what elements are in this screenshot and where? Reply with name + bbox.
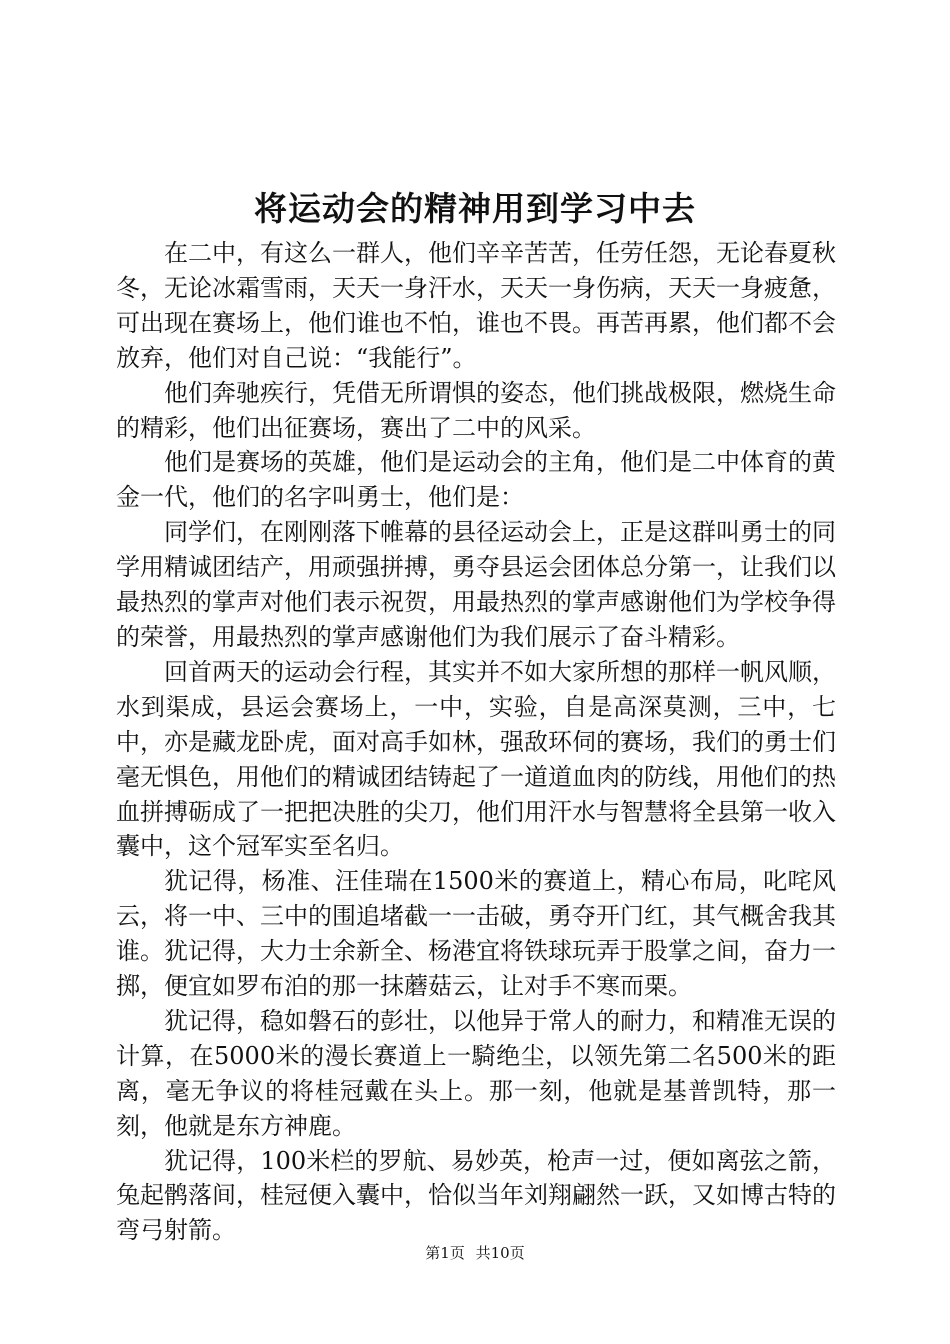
paragraph-2: 他们奔驰疾行，凭借无所谓惧的姿态，他们挑战极限，燃烧生命的精彩，他们出征赛场，赛出了二中的风采。 bbox=[116, 378, 836, 442]
paragraph-3: 他们是赛场的英雄，他们是运动会的主角，他们是二中体育的黄金一代，他们的名字叫勇士，他们是： bbox=[116, 448, 836, 512]
paragraph-1: 在二中，有这么一群人，他们辛辛苦苦，任劳任怨，无论春夏秋冬，无论冰霜雪雨，天天一身汗水，天天一身伤病，天天一身疲惫，可出现在赛场上，他们谁也不怕，谁也不畏。再苦再累，他们都不会放弃，他们对自己说：“我能行”。 bbox=[116, 239, 836, 372]
document-body bbox=[116, 236, 836, 1248]
page-number: 第1页 bbox=[425, 1244, 465, 1262]
paragraph-8: 犹记得，100米栏的罗航、易妙英，枪声一过，便如离弦之箭，兔起鹘落间，桂冠便入囊中，恰似当年刘翔翩然一跃，又如博古特的弯弓射箭。 bbox=[116, 1146, 836, 1245]
paragraph-5: 回首两天的运动会行程，其实并不如大家所想的那样一帆风顺，水到渠成，县运会赛场上，一中，实验，自是高深莫测，三中，七中，亦是藏龙卧虎，面对高手如林，强敌环伺的赛场，我们的勇士们毫无惧色，用他们的精诚团结铸起了一道道血肉的防线，用他们的热血拼搏砺成了一把把决胜的尖刀，他们用汗水与智慧将全县第一收入囊中，这个冠军实至名归。 bbox=[116, 657, 836, 861]
paragraph-7: 犹记得，稳如磐石的彭壮，以他异于常人的耐力，和精准无误的计算，在5000米的漫长赛道上一騎绝尘，以领先第二名500米的距离，毫无争议的将桂冠戴在头上。那一刻，他就是基普凯特，那一刻，他就是东方神鹿。 bbox=[116, 1006, 836, 1140]
paragraph-4: 同学们，在刚刚落下帷幕的县径运动会上，正是这群叫勇士的同学用精诚团结产，用顽强拼搏，勇夺县运会团体总分第一，让我们以最热烈的掌声对他们表示祝贺，用最热烈的掌声感谢他们为学校争得的荣誉，用最热烈的掌声感谢他们为我们展示了奋斗精彩。 bbox=[116, 518, 836, 651]
page-total: 共10页 bbox=[475, 1244, 525, 1262]
document-title: 将运动会的精神用到学习中去 bbox=[254, 189, 696, 228]
page-footer bbox=[0, 1243, 950, 1263]
paragraph-6: 犹记得，杨准、汪佳瑞在1500米的赛道上，精心布局，叱咤风云，将一中、三中的围追堵截一一击破，勇夺开门红，其气概舍我其谁。犹记得，大力士余新全、杨港宜将铁球玩弄于股掌之间，奋力一掷，便宜如罗布泊的那一抹蘑菇云，让对手不寒而栗。 bbox=[116, 867, 836, 1001]
